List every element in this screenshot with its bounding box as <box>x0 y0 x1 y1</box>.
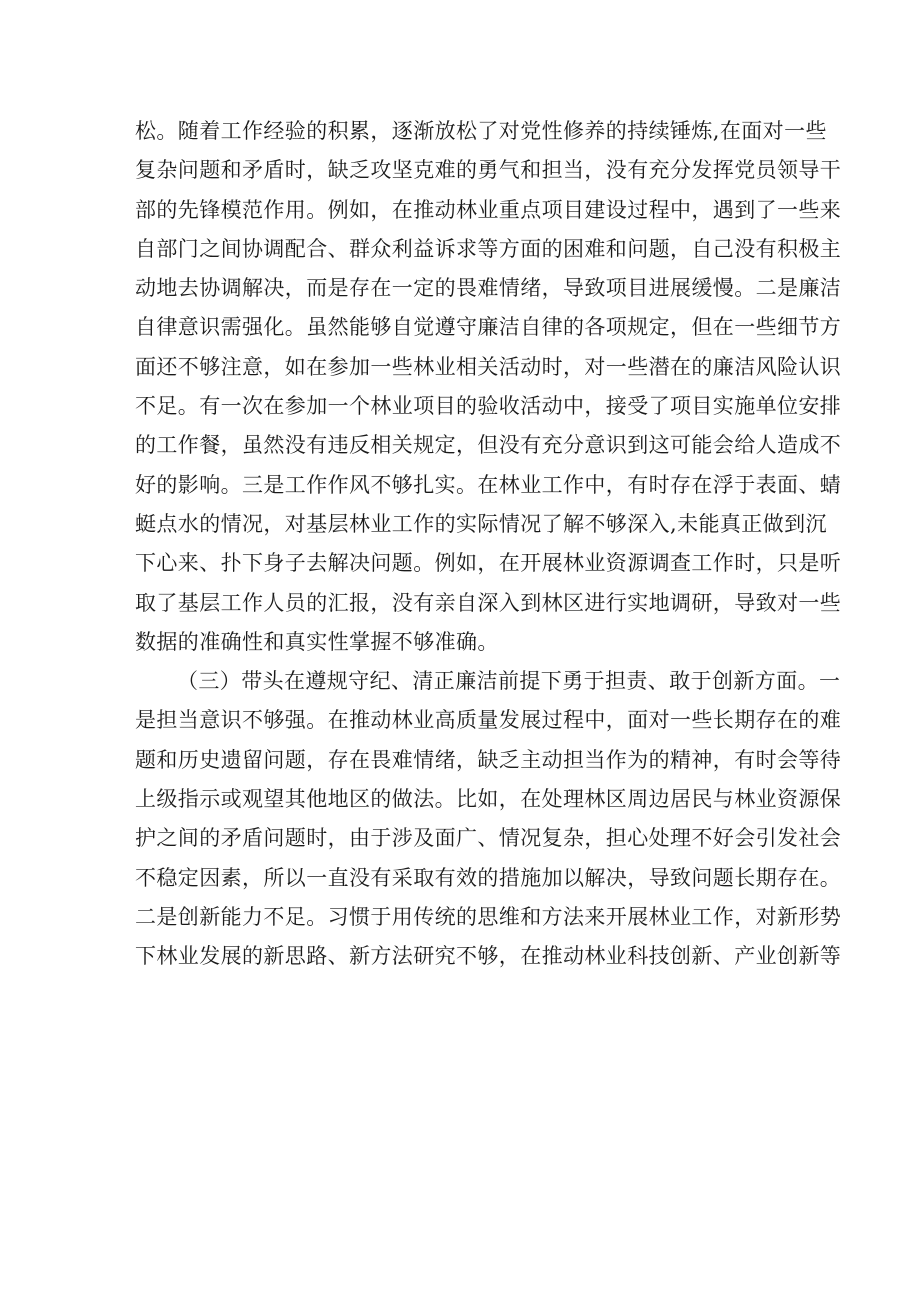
text-line: 部的先锋模范作用。例如，在推动林业重点项目建设过程中，遇到了一些来 <box>135 197 842 222</box>
text-line: 自律意识需强化。虽然能够自觉遵守廉洁自律的各项规定，但在一些细节方 <box>135 315 842 340</box>
text-line: 下林业发展的新思路、新方法研究不够，在推动林业科技创新、产业创新等 <box>135 944 842 969</box>
text-line: 蜓点水的情况，对基层林业工作的实际情况了解不够深入,未能真正做到沉 <box>135 511 827 536</box>
text-line: 动地去协调解决，而是存在一定的畏难情绪，导致项目进展缓慢。二是廉洁 <box>135 276 842 301</box>
text-line: 取了基层工作人员的汇报，没有亲自深入到林区进行实地调研，导致对一些 <box>135 590 842 615</box>
paragraph-1 <box>135 112 842 662</box>
text-line: 面还不够注意，如在参加一些林业相关活动时，对一些潜在的廉洁风险认识 <box>135 354 842 379</box>
text-line: 下心来、扑下身子去解决问题。例如，在开展林业资源调查工作时，只是听 <box>135 551 842 576</box>
text-line: 的工作餐，虽然没有违反相关规定，但没有充分意识到这可能会给人造成不 <box>135 433 842 458</box>
text-line: （三）带头在遵规守纪、清正廉洁前提下勇于担责、敢于创新方面。一 <box>177 669 841 694</box>
document-body <box>135 112 842 977</box>
text-line: 题和历史遗留问题，存在畏难情绪，缺乏主动担当作为的精神，有时会等待 <box>135 747 842 772</box>
text-line: 不稳定因素，所以一直没有采取有效的措施加以解决，导致问题长期存在。 <box>135 865 842 890</box>
text-line: 复杂问题和矛盾时，缺乏攻坚克难的勇气和担当，没有充分发挥党员领导干 <box>135 158 842 183</box>
text-line: 二是创新能力不足。习惯于用传统的思维和方法来开展林业工作，对新形势 <box>135 904 842 929</box>
text-line: 松。随着工作经验的积累，逐渐放松了对党性修养的持续锤炼,在面对一些 <box>135 119 827 143</box>
paragraph-2 <box>135 662 842 976</box>
text-line: 数据的准确性和真实性掌握不够准确。 <box>135 629 499 654</box>
text-line: 自部门之间协调配合、群众利益诉求等方面的困难和问题，自己没有积极主 <box>135 236 842 261</box>
text-line: 上级指示或观望其他地区的做法。比如，在处理林区周边居民与林业资源保 <box>135 787 842 812</box>
text-line: 护之间的矛盾问题时，由于涉及面广、情况复杂，担心处理不好会引发社会 <box>135 826 842 851</box>
text-line: 不足。有一次在参加一个林业项目的验收活动中，接受了项目实施单位安排 <box>135 394 842 419</box>
text-line: 好的影响。三是工作作风不够扎实。在林业工作中，有时存在浮于表面、蜻 <box>135 472 842 497</box>
text-line: 是担当意识不够强。在推动林业高质量发展过程中，面对一些长期存在的难 <box>135 708 842 733</box>
